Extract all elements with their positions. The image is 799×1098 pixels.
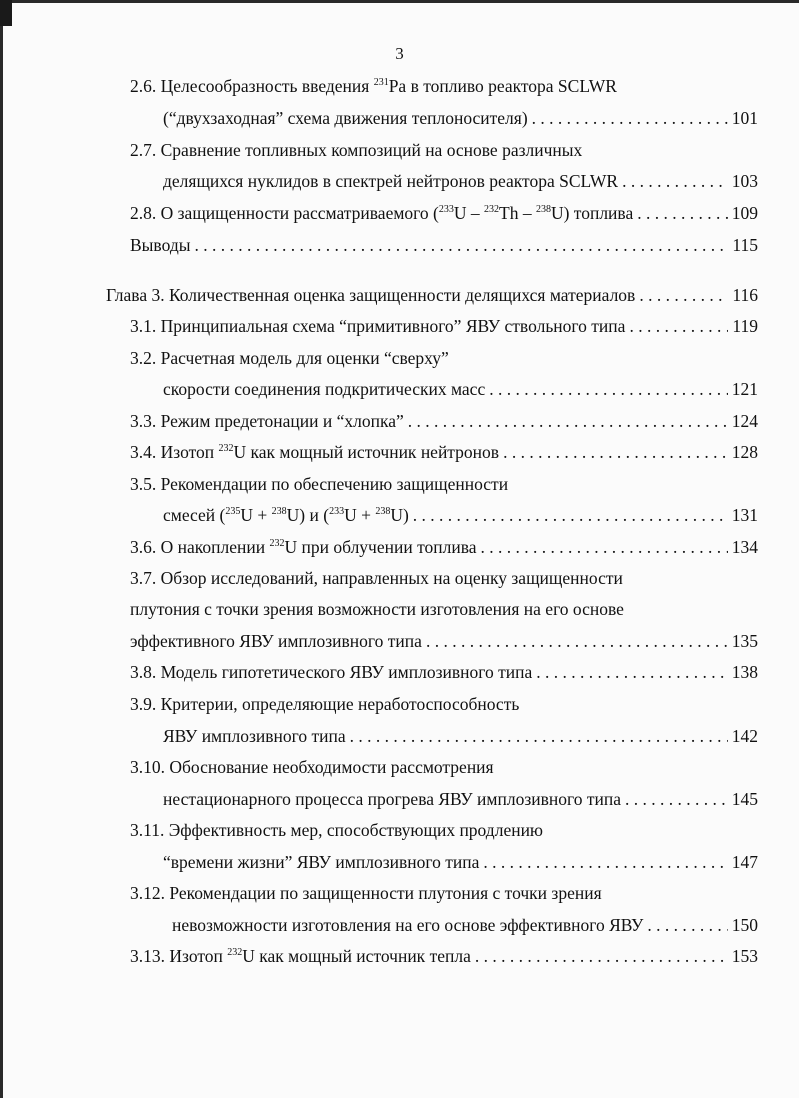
leader-dots [637,201,728,225]
toc-entry-3-11-line-1 [130,818,543,842]
leader-dots [475,944,728,968]
leader-dots [639,283,728,307]
toc-entry-conclusions [130,233,758,257]
toc-entry-title: смесей ($^{235}$U + $^{238}$U) и ($^{233}$U + $^{238}$U) [163,505,409,525]
toc-entry-title: 3.1. Принципиальная схема “примитивного” ЯВУ ствольного типа [130,316,626,336]
toc-entry-2-7-line-1 [130,138,582,162]
toc-entry-3-12-line-2 [172,913,758,937]
toc-entry-title: 3.12. Рекомендации по защищенности плутония с точки зрения [130,883,602,903]
toc-entry-title: 2.8. О защищенности рассматриваемого ($^{233}$U – $^{232}$Th – $^{238}$U) топлива [130,203,634,223]
toc-page-number: 101 [731,108,758,128]
toc-entry-title: 3.10. Обоснование необходимости рассмотрения [130,757,494,777]
leader-dots [625,787,728,811]
toc-entry-title: 3.13. Изотоп $^{232}$U как мощный источник тепла [130,946,471,966]
toc-entry-title: 2.6. Целесообразность введения $^{231}$Pa в топливо реактора SCLWR [130,76,617,96]
toc-page-number: 103 [731,171,758,191]
toc-entry-title: (“двухзаходная” схема движения теплоносителя) [163,108,528,128]
toc-entry-3-3 [130,409,758,433]
toc-entry-title: 3.8. Модель гипотетического ЯВУ имплозивного типа [130,662,533,682]
scan-corner-mark [0,0,12,26]
toc-entry-3-2-line-1 [130,346,449,370]
leader-dots [426,629,728,653]
toc-entry-title: 3.4. Изотоп $^{232}$U как мощный источник нейтронов [130,442,500,462]
leader-dots [536,660,727,684]
toc-entry-title: 3.9. Критерии, определяющие неработоспособность [130,694,520,714]
toc-page-number: 128 [731,442,758,462]
toc-entry-3-11-line-2 [163,850,758,874]
leader-dots [622,169,728,193]
leader-dots [532,106,728,130]
toc-entry-3-7-line-1 [130,566,623,590]
leader-dots [350,724,728,748]
toc-page-number: 115 [732,235,758,255]
toc-entry-3-10-line-1 [130,755,494,779]
toc-page-number: 116 [732,285,758,305]
toc-entry-title: Глава 3. Количественная оценка защищенности делящихся материалов [106,285,636,305]
toc-page-number: 134 [731,537,758,557]
toc-entry-3-9-line-2 [163,724,758,748]
toc-entry-3-13 [130,944,758,968]
toc-page-number: 147 [731,852,758,872]
toc-page-number: 124 [731,411,758,431]
leader-dots [629,314,728,338]
toc-entry-title: делящихся нуклидов в спектрей нейтронов реактора SCLWR [163,171,619,191]
toc-entry-3-6 [130,535,758,559]
toc-entry-3-4 [130,440,758,464]
toc-entry-title: эффективного ЯВУ имплозивного типа [130,631,422,651]
toc-entry-title: 3.5. Рекомендации по обеспечению защищенности [130,474,509,494]
toc-entry-title: плутония с точки зрения возможности изготовления на его основе [130,599,624,619]
toc-page-number: 109 [731,203,758,223]
scan-edge-left [0,0,3,1098]
toc-page-number: 153 [731,946,758,966]
toc-entry-3-8 [130,660,758,684]
toc-entry-title: ЯВУ имплозивного типа [163,726,346,746]
leader-dots [503,440,728,464]
scan-edge-top [0,0,799,3]
toc-entry-3-5-line-1 [130,472,508,496]
toc-entry-title: 3.7. Обзор исследований, направленных на оценку защищенности [130,568,623,588]
toc-entry-3-10-line-2 [163,787,758,811]
toc-entry-title: невозможности изготовления на его основе эффективного ЯВУ [172,915,644,935]
toc-entry-title: нестационарного процесса прогрева ЯВУ имплозивного типа [163,789,622,809]
toc-entry-3-9-line-1 [130,692,519,716]
toc-entry-title: 3.3. Режим предетонации и “хлопка” [130,411,404,431]
toc-page-number: 131 [731,505,758,525]
leader-dots [483,850,727,874]
toc-entry-3-1 [130,314,758,338]
toc-entry-3-7-line-2 [130,597,624,621]
leader-dots [481,535,728,559]
toc-page-number: 142 [731,726,758,746]
toc-entry-2-7-line-2 [163,169,758,193]
toc-entry-title: Выводы [130,235,191,255]
page-number: 3 [395,44,404,63]
leader-dots [647,913,727,937]
toc-page-number: 121 [731,379,758,399]
toc-entry-3-7-line-3 [130,629,758,653]
toc-entry-title: 2.7. Сравнение топливных композиций на основе различных [130,140,583,160]
leader-dots [489,377,728,401]
toc-page-number: 119 [732,316,758,336]
toc-entry-3-5-line-2 [163,503,758,527]
toc-entry-3-12-line-1 [130,881,602,905]
toc-entry-title: 3.2. Расчетная модель для оценки “сверху” [130,348,449,368]
toc-entry-title: 3.11. Эффективность мер, способствующих продлению [130,820,544,840]
toc-entry-3-2-line-2 [163,377,758,401]
leader-dots [408,409,728,433]
leader-dots [413,503,728,527]
leader-dots [194,233,728,257]
toc-entry-title: 3.6. О накоплении $^{232}$U при облучении топлива [130,537,477,557]
toc-page-number: 150 [731,915,758,935]
toc-page-number: 138 [731,662,758,682]
toc-entry-2-6-line-1 [130,74,617,98]
toc-page-number: 135 [731,631,758,651]
toc-entry-2-8 [130,201,758,225]
toc-entry-2-6-line-2 [163,106,758,130]
toc-entry-title: “времени жизни” ЯВУ имплозивного типа [163,852,480,872]
toc-entry-title: скорости соединения подкритических масс [163,379,486,399]
toc-page-number: 145 [731,789,758,809]
toc-chapter-3 [106,283,758,307]
